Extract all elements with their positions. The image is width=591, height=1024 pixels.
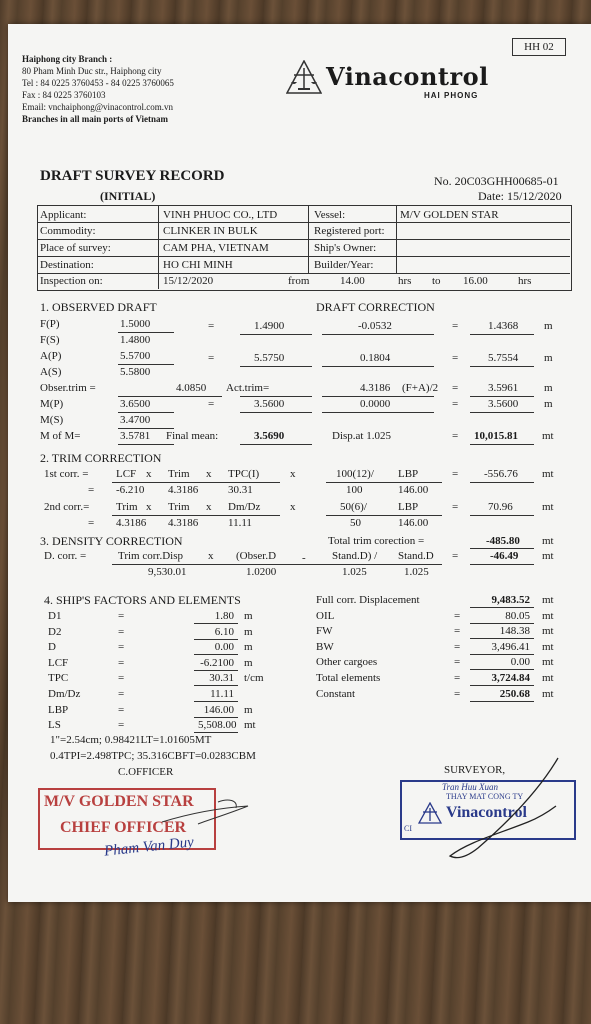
trim-r2-c3: 30.31 xyxy=(228,484,253,496)
trim-r1-c2: Trim xyxy=(168,468,190,480)
equals-sign: = xyxy=(118,610,125,622)
element-unit: mt xyxy=(542,609,554,622)
branch-address: 80 Pham Minh Duc str., Haiphong city xyxy=(22,66,162,76)
as-label: A(S) xyxy=(40,366,62,378)
equals-sign: = xyxy=(452,501,459,513)
underline xyxy=(194,701,238,702)
act-trim-value: 4.3186 xyxy=(360,382,391,394)
surveyor-label: SURVEYOR, xyxy=(444,764,506,776)
first-corr-result: -556.76 xyxy=(484,468,518,480)
factor-value: 30.31 xyxy=(209,672,234,685)
equals-sign: = xyxy=(452,550,459,562)
to-label: to xyxy=(432,275,441,287)
conversion-note-1: 1"=2.54cm; 0.98421LT=1.01605MT xyxy=(50,734,212,746)
owner-label: Ship's Owner: xyxy=(314,242,377,254)
element-label: BW xyxy=(316,640,334,653)
factor-unit: m xyxy=(244,610,253,622)
fa2-label: (F+A)/2 xyxy=(402,382,439,394)
factor-label: D1 xyxy=(48,610,62,622)
second-corr-result: 70.96 xyxy=(488,501,513,513)
trim-r1-c4: 100(12)/ xyxy=(336,468,374,480)
surveyor-name: Tran Huu Xuan xyxy=(442,782,499,792)
trim-r3-c4: 50(6)/ xyxy=(340,501,367,513)
page-subtitle: (INITIAL) xyxy=(100,189,156,203)
dcorr-label: D. corr. = xyxy=(44,550,87,562)
element-value: 80.05 xyxy=(505,609,530,622)
underline xyxy=(322,334,434,335)
disp-label: Disp.at 1.025 xyxy=(332,430,391,442)
a-mean-value: 5.5750 xyxy=(254,352,285,364)
equals-sign: = xyxy=(118,688,125,700)
underline xyxy=(194,639,238,640)
final-mean-label: Final mean: xyxy=(166,430,219,442)
trim-r3-c3: Dm/Dz xyxy=(228,501,261,513)
fp-value: 1.5000 xyxy=(120,318,151,330)
m-of-m-value: 3.5781 xyxy=(120,430,151,442)
factor-value: -6.2100 xyxy=(200,656,234,669)
density-v2: 1.0200 xyxy=(246,566,277,578)
unit-mt: mt xyxy=(542,501,554,513)
stamp-logo-text: Vinacontrol xyxy=(446,804,527,821)
underline xyxy=(112,564,442,565)
vessel-value: M/V GOLDEN STAR xyxy=(400,209,499,221)
place-label: Place of survey: xyxy=(40,242,111,254)
conversion-note-2: 0.4TPI=2.498TPC; 35.316CBFT=0.0283CBM xyxy=(50,750,256,762)
element-unit: mt xyxy=(542,625,554,638)
equals-sign: = xyxy=(452,320,459,332)
element-label: Full corr. Displacement xyxy=(316,594,420,606)
f-correction-value: -0.0532 xyxy=(358,320,392,332)
factor-value: 11.11 xyxy=(210,688,234,700)
trim-corr-disp-label: Trim corr.Disp xyxy=(118,550,183,562)
stamp-vessel-text: M/V GOLDEN STAR xyxy=(44,793,194,810)
scales-logo-icon xyxy=(286,60,322,94)
factor-unit: mt xyxy=(244,719,256,732)
factor-label: Dm/Dz xyxy=(48,688,81,700)
element-unit: mt xyxy=(542,594,554,606)
destination-value: HO CHI MINH xyxy=(163,259,233,271)
underline xyxy=(470,623,534,624)
branch-tel: Tel : 84 0225 3760453 - 84 0225 3760065 xyxy=(22,78,174,88)
builder-label: Builder/Year: xyxy=(314,259,374,271)
branch-ports: Branches in all main ports of Vietnam xyxy=(22,114,169,124)
underline xyxy=(470,654,534,655)
c-officer-label: C.OFFICER xyxy=(118,766,174,778)
underline xyxy=(470,669,534,670)
density-v3: 1.025 xyxy=(342,566,367,578)
underline xyxy=(322,366,434,367)
first-corr-label: 1st corr. = xyxy=(44,468,89,480)
vessel-label: Vessel: xyxy=(314,209,346,221)
element-value: 3,724.84 xyxy=(491,672,530,684)
to-value: 16.00 xyxy=(463,275,488,287)
element-label: Total elements xyxy=(316,672,381,684)
equals-sign: = xyxy=(118,719,125,732)
draft-correction-heading: DRAFT CORRECTION xyxy=(316,300,435,314)
divider xyxy=(38,222,570,223)
factor-value: 1.80 xyxy=(214,610,234,622)
equals-sign: = xyxy=(208,352,215,364)
underline xyxy=(240,334,312,335)
underline xyxy=(112,482,280,483)
factor-label: D2 xyxy=(48,625,62,638)
f-result-value: 1.4368 xyxy=(488,320,519,332)
applicant-value: VINH PHUOC CO., LTD xyxy=(163,209,278,221)
underline xyxy=(470,412,534,413)
factor-label: D xyxy=(48,641,56,654)
ap-label: A(P) xyxy=(40,350,62,362)
underline xyxy=(322,396,434,397)
from-value: 14.00 xyxy=(340,275,365,287)
trim-r2-c2: 4.3186 xyxy=(168,484,199,496)
factor-label: TPC xyxy=(48,672,69,685)
factors-heading: 4. SHIP'S FACTORS AND ELEMENTS xyxy=(44,593,241,607)
underline xyxy=(118,428,174,429)
fs-value: 1.4800 xyxy=(120,334,151,346)
trim-correction-heading: 2. TRIM CORRECTION xyxy=(40,451,162,465)
a-result-value: 5.7554 xyxy=(488,352,519,364)
equals-sign: = xyxy=(452,468,459,480)
factor-label: LS xyxy=(48,719,61,732)
factor-label: LCF xyxy=(48,656,69,669)
underline xyxy=(194,732,238,733)
factor-value: 0.00 xyxy=(214,641,234,654)
equals-sign: = xyxy=(454,640,461,653)
divider xyxy=(158,206,159,289)
as-value: 5.5800 xyxy=(120,366,151,378)
equals-sign: = xyxy=(118,703,125,716)
element-value: 3,496.41 xyxy=(491,640,530,653)
equals-sign: = xyxy=(454,625,461,638)
underline xyxy=(470,685,534,686)
equals-sign: = xyxy=(454,672,461,684)
surveyor-signature-stroke xyxy=(438,752,568,864)
mp-value: 3.6500 xyxy=(120,398,151,410)
trim-r1-c5: LBP xyxy=(398,468,419,480)
density-corr-value: -46.49 xyxy=(490,550,519,562)
element-unit: mt xyxy=(542,640,554,653)
draft-survey-document xyxy=(8,24,591,902)
element-value: 9,483.52 xyxy=(491,594,530,606)
branch-name: Haiphong city Branch : xyxy=(22,54,113,64)
fa2-value: 3.5961 xyxy=(488,382,519,394)
underline xyxy=(470,444,534,445)
applicant-label: Applicant: xyxy=(40,209,87,221)
unit-mt: mt xyxy=(542,430,554,442)
underline xyxy=(194,670,238,671)
underline xyxy=(240,412,312,413)
element-label: Constant xyxy=(316,687,356,700)
unit-m: m xyxy=(544,320,553,332)
trim-r4-c5: 146.00 xyxy=(398,517,429,529)
underline xyxy=(326,515,442,516)
equals-sign: = xyxy=(118,625,125,638)
officer-signature-stroke xyxy=(158,794,268,834)
surveyor-sub: THAY MAT CONG TY xyxy=(446,792,524,801)
trim-r3-c1: Trim xyxy=(116,501,138,513)
underline xyxy=(470,607,534,608)
page-title: DRAFT SURVEY RECORD xyxy=(40,168,225,184)
act-trim-label: Act.trim= xyxy=(226,382,270,394)
trim-r4-c4: 50 xyxy=(350,517,361,529)
equals-sign: = xyxy=(454,609,461,622)
unit-mt: mt xyxy=(542,468,554,480)
trim-r2-c5: 146.00 xyxy=(398,484,429,496)
obser-d-label: (Obser.D xyxy=(236,550,277,562)
underline xyxy=(240,444,312,445)
underline xyxy=(118,412,174,413)
factor-value: 6.10 xyxy=(214,625,234,638)
divider xyxy=(38,273,570,274)
observed-draft-heading: 1. OBSERVED DRAFT xyxy=(40,300,157,314)
underline xyxy=(194,685,238,686)
trim-r3-c2: Trim xyxy=(168,501,190,513)
times-sign: x xyxy=(290,468,296,480)
stand-d-label-2: Stand.D xyxy=(398,550,434,562)
times-sign: x xyxy=(146,501,152,513)
element-unit: mt xyxy=(542,687,554,700)
mp-label: M(P) xyxy=(40,398,64,410)
element-unit: mt xyxy=(542,656,554,669)
total-trim-value: -485.80 xyxy=(486,535,520,547)
equals-sign: = xyxy=(452,430,459,442)
trim-r2-c4: 100 xyxy=(346,484,363,496)
underline xyxy=(470,515,534,516)
logo-text: Vinacontrol xyxy=(326,62,489,91)
hrs-label-2: hrs xyxy=(518,275,532,287)
underline xyxy=(470,638,534,639)
factor-unit: m xyxy=(244,703,253,716)
factor-label: LBP xyxy=(48,703,69,716)
underline xyxy=(470,564,534,565)
underline xyxy=(322,412,434,413)
equals-sign: = xyxy=(118,656,125,669)
factor-unit: m xyxy=(244,656,253,669)
m-correction-value: 0.0000 xyxy=(360,398,391,410)
minus-sign: - xyxy=(302,552,306,564)
underline xyxy=(470,482,534,483)
obser-trim-value: 4.0850 xyxy=(176,382,207,394)
trim-r2-c1: -6.210 xyxy=(116,484,145,496)
stand-d-label-1: Stand.D) / xyxy=(332,550,378,562)
equals-sign: = xyxy=(452,352,459,364)
form-code: HH 02 xyxy=(512,38,566,56)
inspection-value: 15/12/2020 xyxy=(163,275,214,287)
equals-sign: = xyxy=(452,382,459,394)
trim-r1-c3: TPC(I) xyxy=(228,468,260,480)
destination-label: Destination: xyxy=(40,259,94,271)
element-value: 148.38 xyxy=(499,625,530,638)
underline xyxy=(470,396,534,397)
logo-sub: HAI PHONG xyxy=(424,91,479,100)
branch-fax: Fax : 84 0225 3760103 xyxy=(22,90,106,100)
equals-sign: = xyxy=(208,320,215,332)
total-trim-label: Total trim corection = xyxy=(328,535,425,547)
element-label: FW xyxy=(316,625,333,638)
equals-sign: = xyxy=(118,641,125,654)
equals-sign: = xyxy=(118,672,125,685)
element-value: 0.00 xyxy=(510,656,530,669)
divider xyxy=(38,239,570,240)
registered-label: Registered port: xyxy=(314,225,385,237)
unit-m: m xyxy=(544,352,553,364)
final-mean-value: 3.5690 xyxy=(254,430,285,442)
density-v1: 9,530.01 xyxy=(148,566,187,578)
a-correction-value: 0.1804 xyxy=(360,352,391,364)
stamp-officer-text: CHIEF OFFICER xyxy=(60,819,187,836)
element-unit: mt xyxy=(542,672,554,684)
from-label: from xyxy=(288,275,310,287)
factor-unit: m xyxy=(244,641,253,654)
m-mean-value: 3.5600 xyxy=(254,398,285,410)
times-sign: x xyxy=(206,468,212,480)
unit-mt: mt xyxy=(542,550,554,562)
density-v4: 1.025 xyxy=(404,566,429,578)
trim-r4-c1: 4.3186 xyxy=(116,517,147,529)
factor-value: 5,508.00 xyxy=(198,719,237,732)
underline xyxy=(470,701,534,702)
times-sign: x xyxy=(146,468,152,480)
equals-sign: = xyxy=(208,398,215,410)
factor-unit: m xyxy=(244,625,253,638)
underline xyxy=(470,334,534,335)
commodity-value: CLINKER IN BULK xyxy=(163,225,258,237)
equals-sign: = xyxy=(454,687,461,700)
element-value: 250.68 xyxy=(499,687,530,700)
underline xyxy=(240,396,312,397)
m-result-value: 3.5600 xyxy=(488,398,519,410)
underline xyxy=(194,623,238,624)
underline xyxy=(118,396,222,397)
times-sign: x xyxy=(206,501,212,513)
trim-r4-c2: 4.3186 xyxy=(168,517,199,529)
density-heading: 3. DENSITY CORRECTION xyxy=(40,534,183,548)
underline xyxy=(118,444,174,445)
ms-label: M(S) xyxy=(40,414,64,426)
place-value: CAM PHA, VIETNAM xyxy=(163,242,269,254)
fp-label: F(P) xyxy=(40,318,60,330)
underline xyxy=(194,654,238,655)
underline xyxy=(326,482,442,483)
second-corr-label: 2nd corr.= xyxy=(44,501,90,513)
stamp-ci: CI xyxy=(404,824,412,833)
element-label: Other cargoes xyxy=(316,656,378,669)
inspection-label: Inspection on: xyxy=(40,275,103,287)
displacement-value: 10,015.81 xyxy=(474,430,518,442)
underline xyxy=(470,366,534,367)
unit-m: m xyxy=(544,382,553,394)
times-sign: x xyxy=(290,501,296,513)
equals-sign: = xyxy=(452,398,459,410)
trim-r3-c5: LBP xyxy=(398,501,419,513)
record-number: No. 20C03GHH00685-01 xyxy=(434,174,559,188)
f-mean-value: 1.4900 xyxy=(254,320,285,332)
handwritten-signature: Pham Van Duy xyxy=(103,834,195,860)
trim-r4-c3: 11.11 xyxy=(228,517,252,529)
underline xyxy=(470,548,534,549)
record-date: Date: 15/12/2020 xyxy=(478,189,562,203)
underline xyxy=(194,717,238,718)
branch-email: Email: vnchaiphong@vinacontrol.com.vn xyxy=(22,102,174,112)
m-of-m-label: M of M= xyxy=(40,430,81,442)
unit-m: m xyxy=(544,398,553,410)
equals-sign: = xyxy=(454,656,461,669)
obser-trim-label: Obser.trim = xyxy=(40,382,96,394)
trim-r1-c1: LCF xyxy=(116,468,137,480)
element-label: OIL xyxy=(316,609,335,622)
fs-label: F(S) xyxy=(40,334,60,346)
commodity-label: Commodity: xyxy=(40,225,96,237)
equals-sign: = xyxy=(88,517,95,529)
underline xyxy=(118,332,174,333)
divider xyxy=(38,256,570,257)
ms-value: 3.4700 xyxy=(120,414,151,426)
equals-sign: = xyxy=(88,484,95,496)
underline xyxy=(112,515,280,516)
underline xyxy=(118,364,174,365)
factor-unit: t/cm xyxy=(244,672,264,685)
underline xyxy=(240,366,312,367)
ap-value: 5.5700 xyxy=(120,350,151,362)
times-sign: x xyxy=(208,550,214,562)
hrs-label: hrs xyxy=(398,275,412,287)
factor-value: 146.00 xyxy=(203,703,234,716)
unit-mt: mt xyxy=(542,535,554,547)
